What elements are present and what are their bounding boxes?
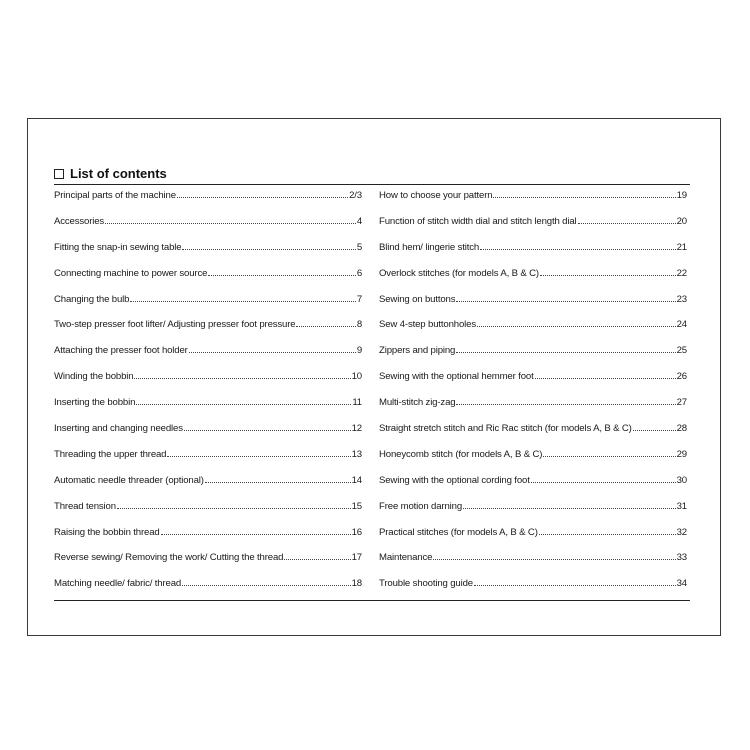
toc-entry xyxy=(54,215,362,241)
contents-column-left xyxy=(54,189,362,603)
toc-entry-title: Accessories xyxy=(54,215,105,227)
toc-entry xyxy=(54,396,362,422)
toc-entry xyxy=(379,551,687,577)
toc-entry-page: 2/3 xyxy=(349,190,362,201)
toc-leader-dots xyxy=(182,249,355,250)
toc-leader-dots xyxy=(136,404,351,405)
toc-leader-dots xyxy=(480,249,676,250)
toc-leader-dots xyxy=(578,223,676,224)
checkbox-icon xyxy=(54,169,64,179)
toc-entry-title: Sewing with the optional hemmer foot xyxy=(379,371,534,383)
toc-entry xyxy=(379,500,687,526)
toc-entry-title: Fitting the snap-in sewing table xyxy=(54,241,182,253)
toc-entry-page: 28 xyxy=(676,423,687,435)
toc-leader-dots xyxy=(134,378,350,379)
toc-entry xyxy=(54,526,362,552)
toc-entry xyxy=(379,293,687,319)
toc-entry-page: 11 xyxy=(352,397,362,409)
toc-entry-title: Trouble shooting guide xyxy=(379,578,473,590)
toc-entry xyxy=(54,370,362,396)
toc-entry-title: Reverse sewing/ Removing the work/ Cutting the thread xyxy=(54,552,284,564)
toc-leader-dots xyxy=(456,352,675,353)
toc-entry xyxy=(54,267,362,293)
toc-entry-page: 10 xyxy=(351,371,362,383)
toc-leader-dots xyxy=(161,534,351,535)
toc-entry-title: Automatic needle threader (optional) xyxy=(54,474,204,486)
toc-leader-dots xyxy=(456,301,675,302)
toc-entry-title: Zippers and piping xyxy=(379,345,456,357)
toc-entry-page: 24 xyxy=(676,319,687,331)
toc-entry xyxy=(54,344,362,370)
toc-entry xyxy=(379,370,687,396)
toc-entry-title: Connecting machine to power source xyxy=(54,267,208,279)
toc-leader-dots xyxy=(633,430,676,431)
toc-entry-page: 13 xyxy=(351,448,362,460)
toc-entry xyxy=(54,318,362,344)
toc-entry-page: 19 xyxy=(676,190,687,201)
toc-entry-title: Thread tension xyxy=(54,500,116,512)
toc-entry-page: 8 xyxy=(356,319,362,331)
toc-entry xyxy=(379,396,687,422)
toc-entry xyxy=(379,526,687,552)
toc-entry-page: 23 xyxy=(676,293,687,305)
toc-entry-page: 7 xyxy=(356,293,362,305)
toc-leader-dots xyxy=(184,430,351,431)
contents-heading xyxy=(54,166,167,181)
toc-entry-page: 21 xyxy=(676,241,687,253)
bottom-rule xyxy=(54,600,690,601)
contents-column-right xyxy=(379,189,687,603)
toc-entry-title: Matching needle/ fabric/ thread xyxy=(54,578,182,590)
toc-entry-title: Honeycomb stitch (for models A, B & C) xyxy=(379,448,543,460)
toc-leader-dots xyxy=(105,223,356,224)
toc-entry-page: 14 xyxy=(351,474,362,486)
toc-entry xyxy=(54,189,362,215)
toc-entry xyxy=(379,344,687,370)
toc-entry-title: How to choose your pattern xyxy=(379,190,493,201)
toc-leader-dots xyxy=(463,508,676,509)
contents-heading-text: List of contents xyxy=(70,166,167,181)
toc-entry-title: Practical stitches (for models A, B & C) xyxy=(379,526,538,538)
toc-leader-dots xyxy=(433,559,675,560)
toc-entry xyxy=(54,551,362,577)
toc-entry xyxy=(379,189,687,215)
toc-entry-page: 32 xyxy=(676,526,687,538)
toc-leader-dots xyxy=(208,275,356,276)
toc-entry-page: 20 xyxy=(676,215,687,227)
toc-entry-page: 25 xyxy=(676,345,687,357)
toc-entry-page: 15 xyxy=(351,500,362,512)
toc-entry-page: 5 xyxy=(356,241,362,253)
toc-leader-dots xyxy=(205,482,351,483)
toc-entry-page: 26 xyxy=(676,371,687,383)
toc-leader-dots xyxy=(167,456,350,457)
heading-rule xyxy=(54,184,690,185)
toc-entry-title: Blind hem/ lingerie stitch xyxy=(379,241,480,253)
toc-entry xyxy=(54,293,362,319)
toc-entry-page: 31 xyxy=(676,500,687,512)
toc-entry-title: Principal parts of the machine xyxy=(54,190,176,201)
toc-entry xyxy=(379,241,687,267)
toc-leader-dots xyxy=(474,585,676,586)
toc-leader-dots xyxy=(117,508,351,509)
toc-entry-title: Sewing with the optional cording foot xyxy=(379,474,530,486)
toc-entry-title: Overlock stitches (for models A, B & C) xyxy=(379,267,539,279)
toc-leader-dots xyxy=(543,456,675,457)
toc-entry-title: Sew 4-step buttonholes xyxy=(379,319,476,331)
toc-leader-dots xyxy=(296,326,355,327)
toc-entry-title: Changing the bulb xyxy=(54,293,130,305)
toc-entry-title: Free motion darning xyxy=(379,500,463,512)
toc-entry-title: Attaching the presser foot holder xyxy=(54,345,188,357)
toc-entry-page: 9 xyxy=(356,345,362,357)
toc-leader-dots xyxy=(456,404,675,405)
toc-entry-page: 16 xyxy=(351,526,362,538)
toc-entry-title: Inserting and changing needles xyxy=(54,423,183,435)
toc-entry xyxy=(54,448,362,474)
toc-entry-page: 33 xyxy=(676,552,687,564)
toc-entry-title: Winding the bobbin xyxy=(54,371,134,383)
toc-leader-dots xyxy=(182,585,351,586)
toc-leader-dots xyxy=(189,352,356,353)
toc-entry-title: Threading the upper thread xyxy=(54,448,167,460)
document-page xyxy=(27,118,721,636)
toc-leader-dots xyxy=(284,559,350,560)
toc-leader-dots xyxy=(477,326,676,327)
toc-entry xyxy=(54,474,362,500)
toc-entry-title: Sewing on buttons xyxy=(379,293,456,305)
toc-entry xyxy=(379,422,687,448)
toc-entry-page: 12 xyxy=(351,423,362,435)
toc-entry-page: 6 xyxy=(356,267,362,279)
toc-entry-title: Inserting the bobbin xyxy=(54,397,136,409)
toc-entry xyxy=(379,474,687,500)
toc-entry-title: Maintenance xyxy=(379,552,433,564)
toc-entry xyxy=(379,448,687,474)
toc-entry-title: Two-step presser foot lifter/ Adjusting presser foot pressure xyxy=(54,319,296,331)
toc-leader-dots xyxy=(531,482,676,483)
toc-entry-page: 27 xyxy=(676,397,687,409)
toc-entry-title: Raising the bobbin thread xyxy=(54,526,160,538)
toc-entry-page: 29 xyxy=(676,448,687,460)
toc-leader-dots xyxy=(493,197,675,198)
toc-entry-page: 22 xyxy=(676,267,687,279)
toc-entry-title: Multi-stitch zig-zag xyxy=(379,397,456,409)
toc-leader-dots xyxy=(130,301,355,302)
toc-entry-page: 30 xyxy=(676,474,687,486)
toc-leader-dots xyxy=(177,197,348,198)
toc-entry xyxy=(54,241,362,267)
toc-leader-dots xyxy=(535,378,676,379)
toc-entry xyxy=(54,500,362,526)
toc-entry xyxy=(379,215,687,241)
toc-entry-page: 18 xyxy=(351,578,362,590)
toc-entry-page: 17 xyxy=(351,552,362,564)
toc-entry xyxy=(379,318,687,344)
toc-entry-title: Straight stretch stitch and Ric Rac stitch (for models A, B & C) xyxy=(379,423,632,435)
toc-leader-dots xyxy=(539,534,676,535)
toc-entry-page: 4 xyxy=(356,215,362,227)
toc-leader-dots xyxy=(540,275,676,276)
toc-entry-page: 34 xyxy=(676,578,687,590)
toc-entry xyxy=(379,267,687,293)
toc-entry-title: Function of stitch width dial and stitch length dial xyxy=(379,215,577,227)
toc-entry xyxy=(54,422,362,448)
